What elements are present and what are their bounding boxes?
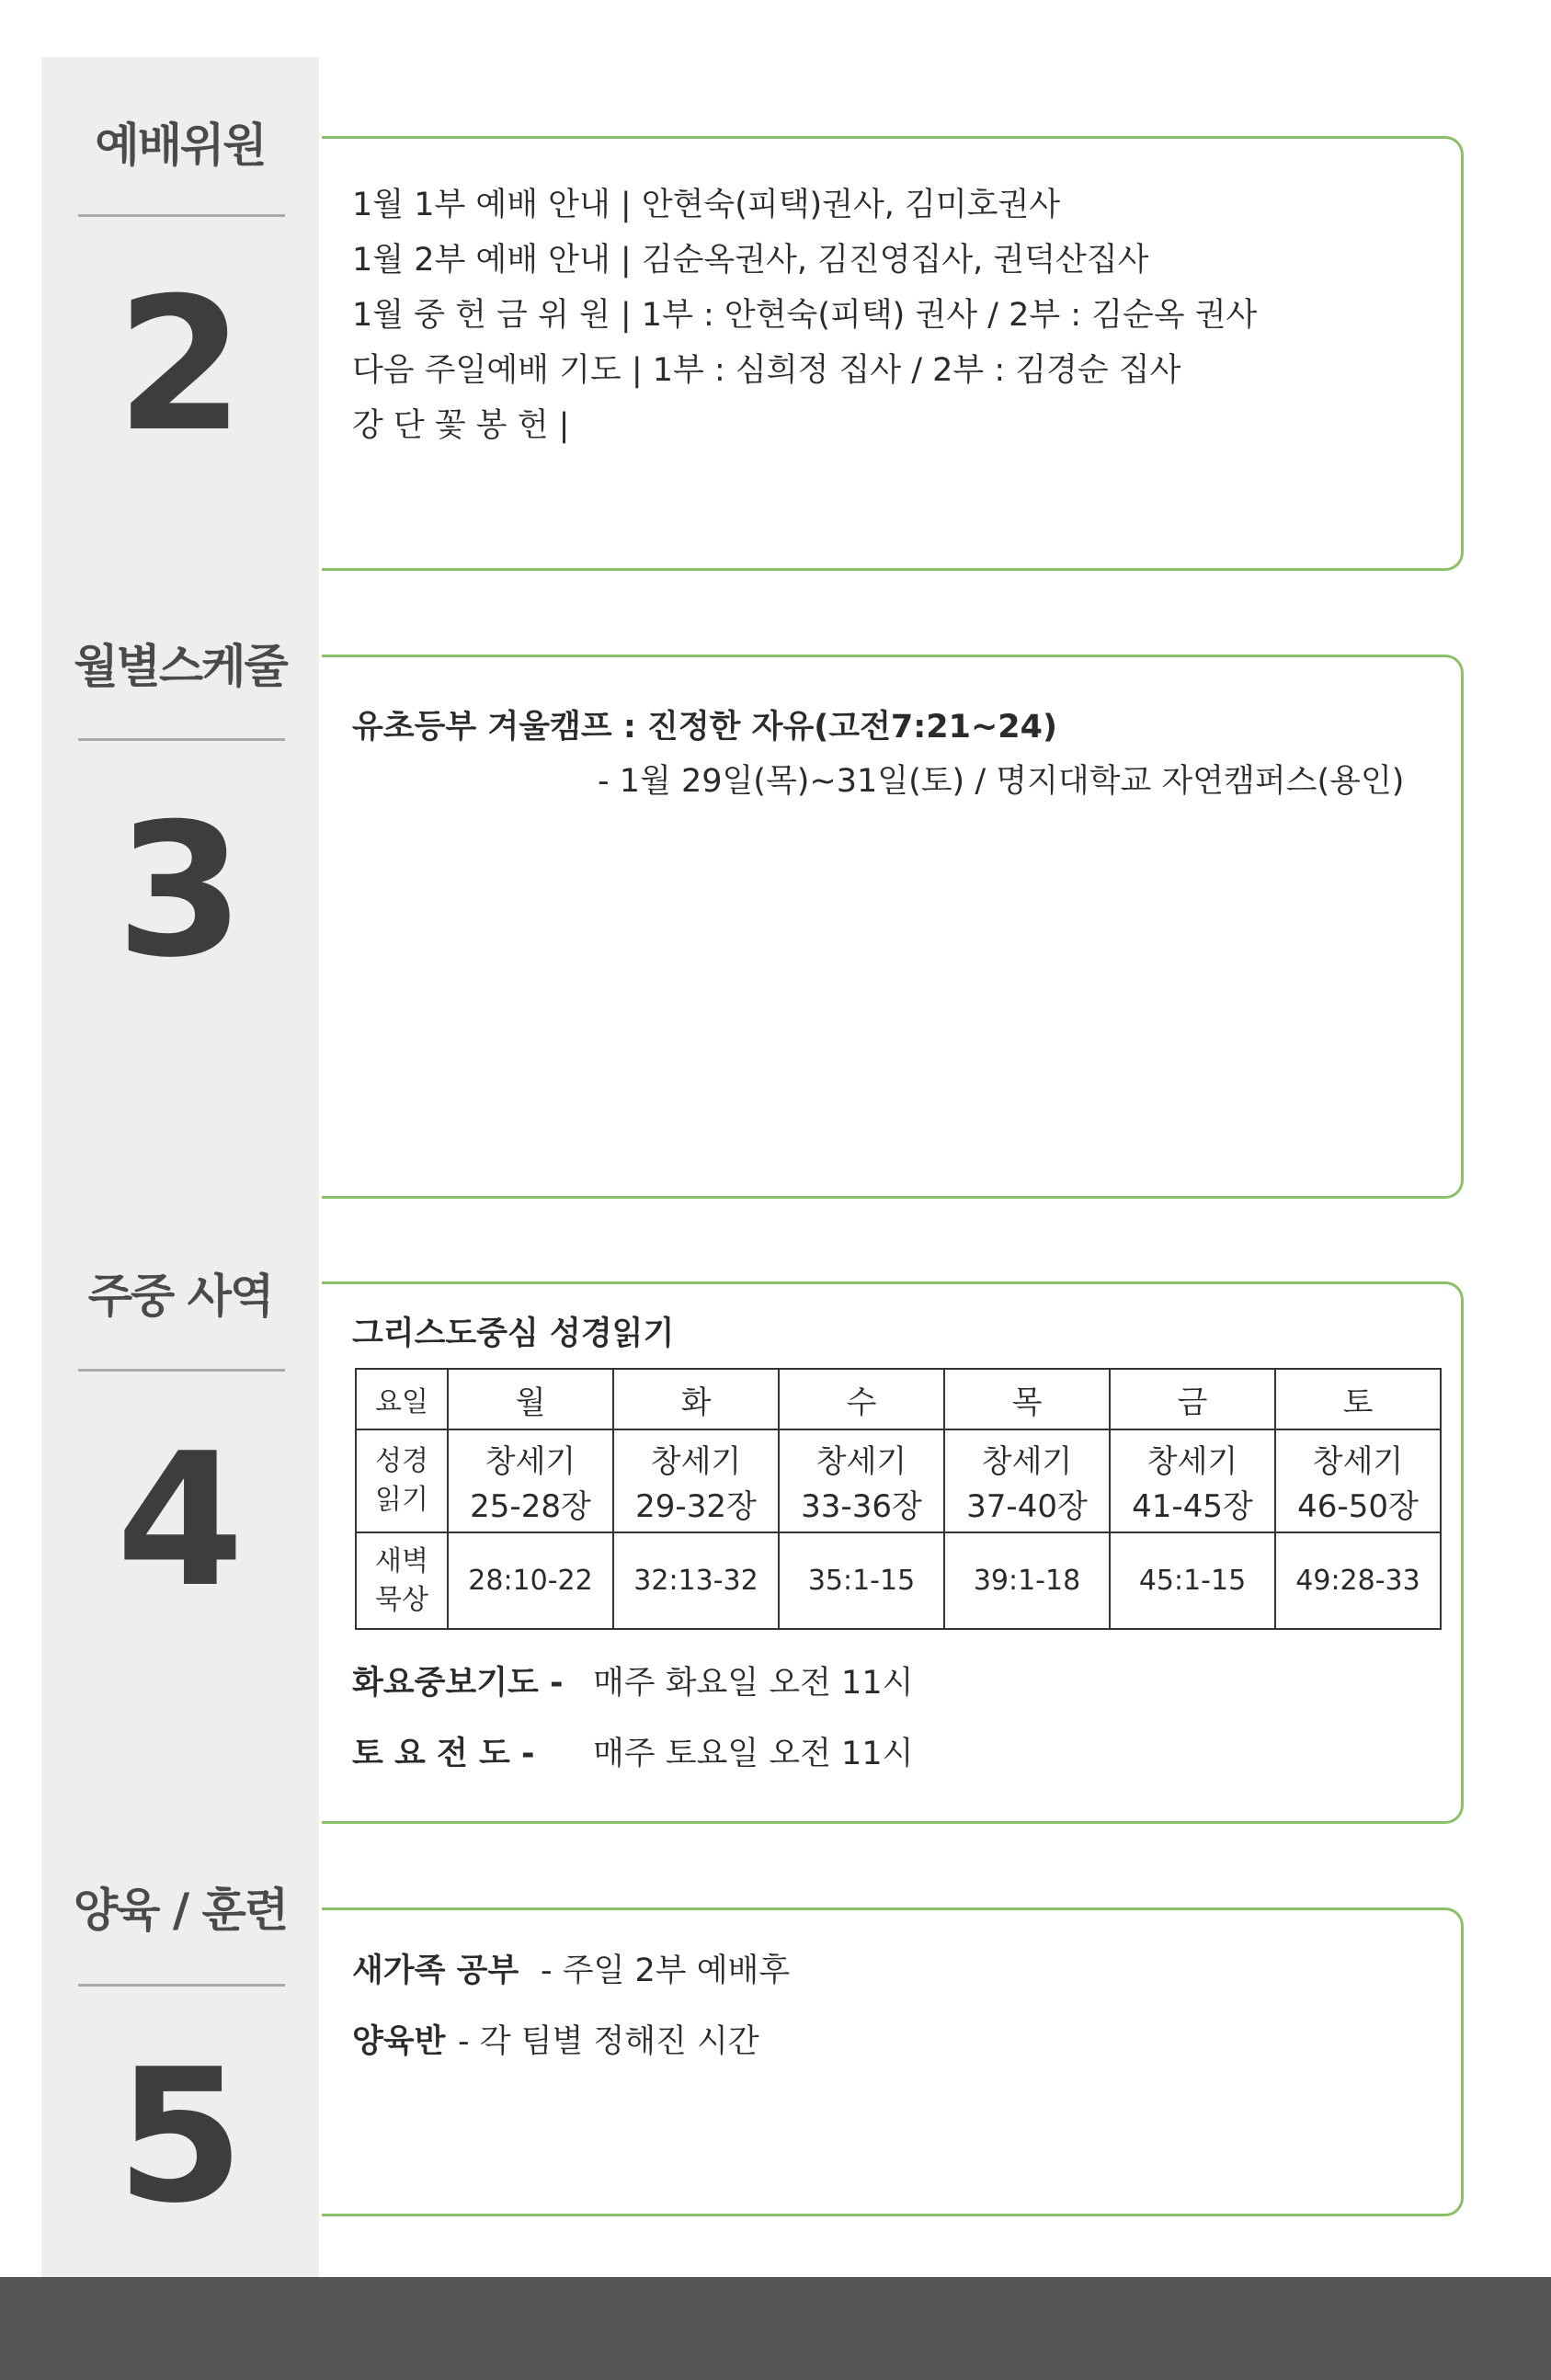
reading-book: 창세기: [1312, 1443, 1404, 1480]
section-divider: [78, 738, 285, 741]
section-divider: [78, 214, 285, 217]
reading-book: 창세기: [485, 1443, 576, 1480]
prayer-meeting-text: 매주 화요일 오전 11시: [593, 1665, 914, 1702]
reading-chapters: 33-36장: [801, 1488, 922, 1525]
reading-chapters: 25-28장: [470, 1488, 591, 1525]
schedule-headline: 유초등부 겨울캠프 : 진정한 자유(고전7:21~24): [352, 709, 1057, 746]
dawn-cell: 39:1-18: [944, 1532, 1110, 1629]
dawn-label-line: 묵상: [375, 1583, 428, 1616]
section-title-worship-committee: 예배위원: [95, 119, 266, 172]
section-number: 5: [116, 2030, 245, 2244]
reading-label: [356, 1429, 448, 1532]
reading-cell: [1275, 1429, 1441, 1532]
reading-book: 창세기: [650, 1443, 742, 1480]
section-divider: [78, 1984, 285, 1987]
schedule-subline: - 1월 29일(목)~31일(토) / 명지대학교 자연캠퍼스(용인): [598, 763, 1405, 800]
section-title-weekday-ministry: 주중 사역: [87, 1270, 273, 1323]
reading-label-line: 읽기: [375, 1484, 428, 1516]
dawn-cell: 45:1-15: [1110, 1532, 1275, 1629]
reading-chapters: 46-50장: [1297, 1488, 1419, 1525]
reading-cell: [779, 1429, 944, 1532]
section-number: 4: [116, 1414, 245, 1628]
section-title-nurture-training: 양육 / 훈련: [73, 1884, 288, 1937]
dawn-cell: 32:13-32: [613, 1532, 779, 1629]
nurture-class-label: 양육반: [352, 2023, 446, 2060]
evangelism-text: 매주 토요일 오전 11시: [593, 1736, 914, 1772]
day-cell: 금: [1110, 1369, 1275, 1429]
table-row-reading: [356, 1429, 1441, 1532]
section-divider: [78, 1369, 285, 1372]
worship-line-2: 1월 2부 예배 안내 | 김순옥권사, 김진영집사, 권덕산집사: [352, 242, 1149, 279]
reading-cell: [944, 1429, 1110, 1532]
worship-line-5: 강 단 꽃 봉 헌 |: [352, 407, 570, 444]
bible-reading-table: [355, 1368, 1442, 1630]
section-number: 2: [116, 258, 245, 473]
reading-chapters: 37-40장: [966, 1488, 1088, 1525]
day-cell: 목: [944, 1369, 1110, 1429]
day-cell: 수: [779, 1369, 944, 1429]
dawn-cell: 35:1-15: [779, 1532, 944, 1629]
new-family-label: 새가족 공부: [352, 1953, 519, 1989]
day-cell: 월: [448, 1369, 613, 1429]
section-number: 3: [116, 784, 245, 998]
new-family-text: - 주일 2부 예배후: [541, 1953, 791, 1989]
table-row-days: [356, 1369, 1441, 1429]
bible-reading-title: 그리스도중심 성경읽기: [352, 1315, 675, 1352]
reading-cell: [613, 1429, 779, 1532]
reading-label-line: 성경: [375, 1445, 428, 1477]
reading-chapters: 41-45장: [1132, 1488, 1253, 1525]
reading-cell: [1110, 1429, 1275, 1532]
worship-line-4: 다음 주일예배 기도 | 1부 : 심희정 집사 / 2부 : 김경순 집사: [352, 352, 1181, 389]
table-row-dawn: [356, 1532, 1441, 1629]
section-title-monthly-schedule: 월별스케줄: [74, 640, 287, 693]
day-cell: 토: [1275, 1369, 1441, 1429]
dawn-label: [356, 1532, 448, 1629]
reading-book: 창세기: [981, 1443, 1073, 1480]
dawn-label-line: 새벽: [375, 1544, 428, 1577]
evangelism-label: 토 요 전 도 -: [352, 1736, 535, 1772]
dawn-cell: 28:10-22: [448, 1532, 613, 1629]
table-header-label: 요일: [356, 1369, 448, 1429]
reading-book: 창세기: [815, 1443, 907, 1480]
nurture-class-text: - 각 팀별 정해진 시간: [458, 2023, 759, 2060]
worship-line-3: 1월 중 헌 금 위 원 | 1부 : 안현숙(피택) 권사 / 2부 : 김순옥 권사: [352, 297, 1258, 334]
worship-line-1: 1월 1부 예배 안내 | 안현숙(피택)권사, 김미호권사: [352, 187, 1061, 223]
reading-book: 창세기: [1146, 1443, 1238, 1480]
reading-chapters: 29-32장: [635, 1488, 757, 1525]
day-cell: 화: [613, 1369, 779, 1429]
dawn-cell: 49:28-33: [1275, 1532, 1441, 1629]
footer-band: [0, 2277, 1551, 2380]
prayer-meeting-label: 화요중보기도 -: [352, 1665, 564, 1702]
reading-cell: [448, 1429, 613, 1532]
